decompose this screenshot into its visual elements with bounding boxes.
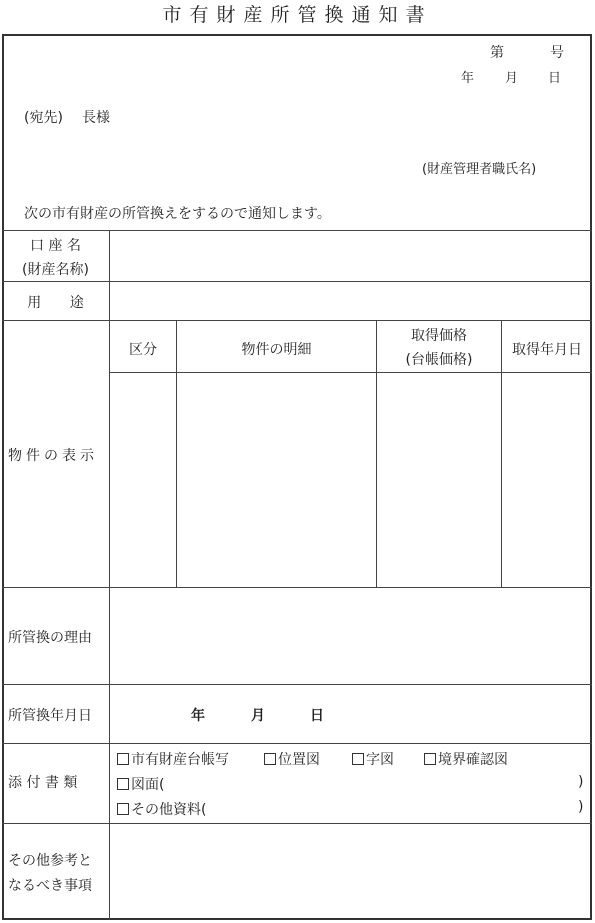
addressee-prefix: (宛先) [24,110,63,126]
reason-label: 所管換の理由 [8,630,92,646]
checkbox-icon [117,803,129,815]
header-day: 日 [548,71,562,86]
col-header-date: 取得年月日 [512,342,582,358]
attachment-lot-map[interactable]: 字図 [352,749,394,769]
rule-property-header [109,372,592,373]
checkbox-icon [424,753,436,765]
attachment-ledger-copy[interactable]: 市有財産台帳写 [117,749,229,769]
account-name-label: 口 座 名 [30,238,81,254]
other-matters-sublabel: なるべき事項 [8,878,92,894]
property-display-label: 物件の表示 [8,448,98,464]
rule-reason-top [2,587,592,588]
document-title: 市有財産所管換通知書 [162,4,433,26]
checkbox-icon [117,778,129,790]
transfer-year: 年 [191,708,205,724]
rule-label-column [109,230,110,920]
other-matters-label: その他参考と [8,853,92,869]
attachment-drawing[interactable]: 図面( [117,774,164,794]
number-suffix: 号 [550,45,564,61]
addressee-suffix: 長様 [82,110,110,126]
purpose-label: 用 途 [27,295,84,311]
checkbox-icon [117,753,129,765]
rule-price-column [501,320,502,587]
checkbox-icon [264,753,276,765]
header-month: 月 [505,71,519,86]
col-header-price: 取得価格 [411,328,467,344]
transfer-date-label: 所管換年月日 [8,708,92,724]
header-year: 年 [461,71,475,86]
attachments-label: 添 付 書 類 [8,775,78,791]
transfer-day: 日 [310,708,324,724]
rule-purpose-top [2,281,592,282]
attachment-location-map[interactable]: 位置図 [264,749,320,769]
account-name-sublabel: (財産名称) [22,262,89,278]
attachment-other-close: ) [578,799,584,815]
rule-other-top [2,823,592,824]
sender-label: (財産管理者職氏名) [422,162,537,177]
rule-account-top [2,230,592,231]
attachment-drawing-close: ) [578,774,584,790]
rule-category-column [176,320,177,587]
col-header-details: 物件の明細 [241,342,312,358]
col-header-category: 区分 [129,342,157,358]
attachment-other[interactable]: その他資料( [117,799,206,819]
rule-date-top [2,684,592,685]
attachment-boundary-map[interactable]: 境界確認図 [424,749,508,769]
col-header-price-sub: (台帳価格) [405,352,473,368]
rule-attachments-top [2,743,592,744]
checkbox-icon [352,753,364,765]
transfer-month: 月 [251,708,265,724]
notice-body-text: 次の市有財産の所管換えをするので通知します。 [24,206,331,222]
rule-property-top [2,320,592,321]
number-prefix: 第 [490,45,504,61]
